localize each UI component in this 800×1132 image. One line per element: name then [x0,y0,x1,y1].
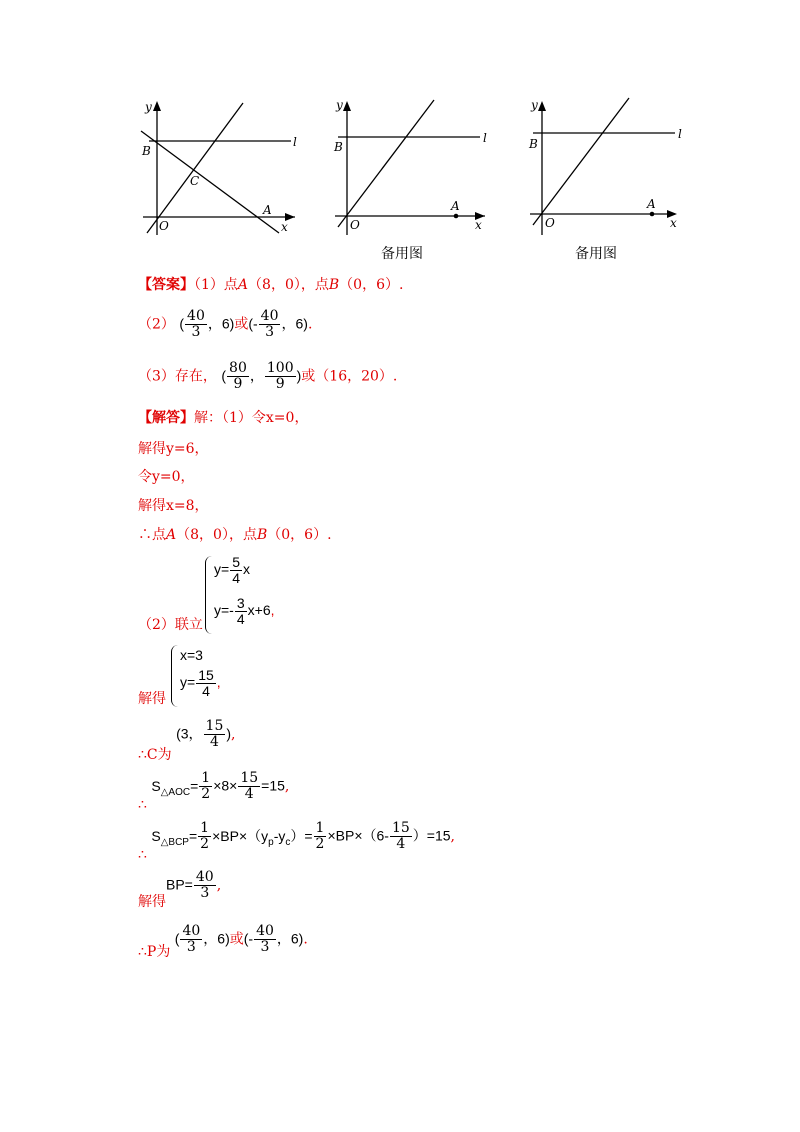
point-p-line: ∴P为 ( $\frac{40}{3}$ ，6)或(- $\frac{40}{3}$ ，6). [138,923,308,960]
svg-text:A: A [451,199,460,213]
y-arrow [153,101,161,111]
solution-line-5: ∴点A（8，0），点B（0，6）. [138,527,332,543]
solution-line-1: 【解答】解：（1）令x=0， [138,410,309,426]
system1-eq1: y= $\frac{5}{4}$ x [214,554,250,586]
label-B: B [142,144,151,158]
solution-line-3: 令y=0， [138,469,195,485]
system1-prefix: （2）联立 [138,617,203,633]
svg-text:l: l [483,131,487,145]
answer-line-1: 【答案】（1）点A（8，0），点B（0，6）. [138,277,404,293]
caption-fig2: 备用图 [381,246,423,262]
svg-text:B: B [529,137,538,151]
bp-line: 解得BP= $\frac{40}{3}$ , [138,869,222,910]
answer-line-2: （2） ( $\frac{40}{3}$ ，6)或(- $\frac{40}{3}$ ，6). [138,308,313,340]
answer-line-3: （3）存在， ( $\frac{80}{9}$ ， $\frac{100}{9}$ )或（16，20）. [138,360,398,392]
svg-text:B: B [334,140,343,154]
solution-line-2: 解得y=6， [138,441,209,457]
system2-brace [171,645,178,707]
line-ab [141,131,279,233]
line-oc [147,103,243,233]
system2-eq1: x=3 [180,647,203,663]
system1-brace [205,556,212,634]
system2-prefix: 解得 [138,691,166,707]
system1-eq2: y=- $\frac{3}{4}$ x+6, [214,595,275,627]
figure-2 [330,95,500,240]
label-O: O [159,219,169,233]
label-x: x [281,220,288,234]
svg-text:y: y [531,98,538,112]
label-C: C [190,174,200,188]
svg-text:A: A [647,197,656,211]
figure-1 [135,95,310,240]
system2-eq2: y= $\frac{15}{4}$ , [180,667,221,699]
caption-fig3: 备用图 [575,246,617,262]
point-c-line: ∴C为 (3， $\frac{15}{4}$ ), [138,718,236,763]
svg-text:x: x [670,216,677,230]
area-aoc-line: ∴ $S_{\triangle AOC}=$ $\frac{1}{2}$ ×8× $\frac{15}{4}$ =15, [138,770,290,813]
solution-line-4: 解得x=8， [138,498,209,514]
svg-text:l: l [678,127,682,141]
svg-text:x: x [475,218,482,232]
area-bcp-line: ∴ $S_{\triangle BCP}=$ $\frac{1}{2}$ $\times BP\times(y_p-y_c)=$ $\frac{1}{2}$ ×BP×（6- $\frac{15}{4}$ ）=15, [138,820,455,863]
svg-text:O: O [350,218,360,232]
point-A [454,214,459,219]
figure-3 [525,95,695,240]
label-A: A [263,203,272,217]
svg-text:O: O [545,216,555,230]
svg-text:y: y [336,98,343,112]
label-y: y [145,100,152,114]
label-l: l [293,135,297,149]
